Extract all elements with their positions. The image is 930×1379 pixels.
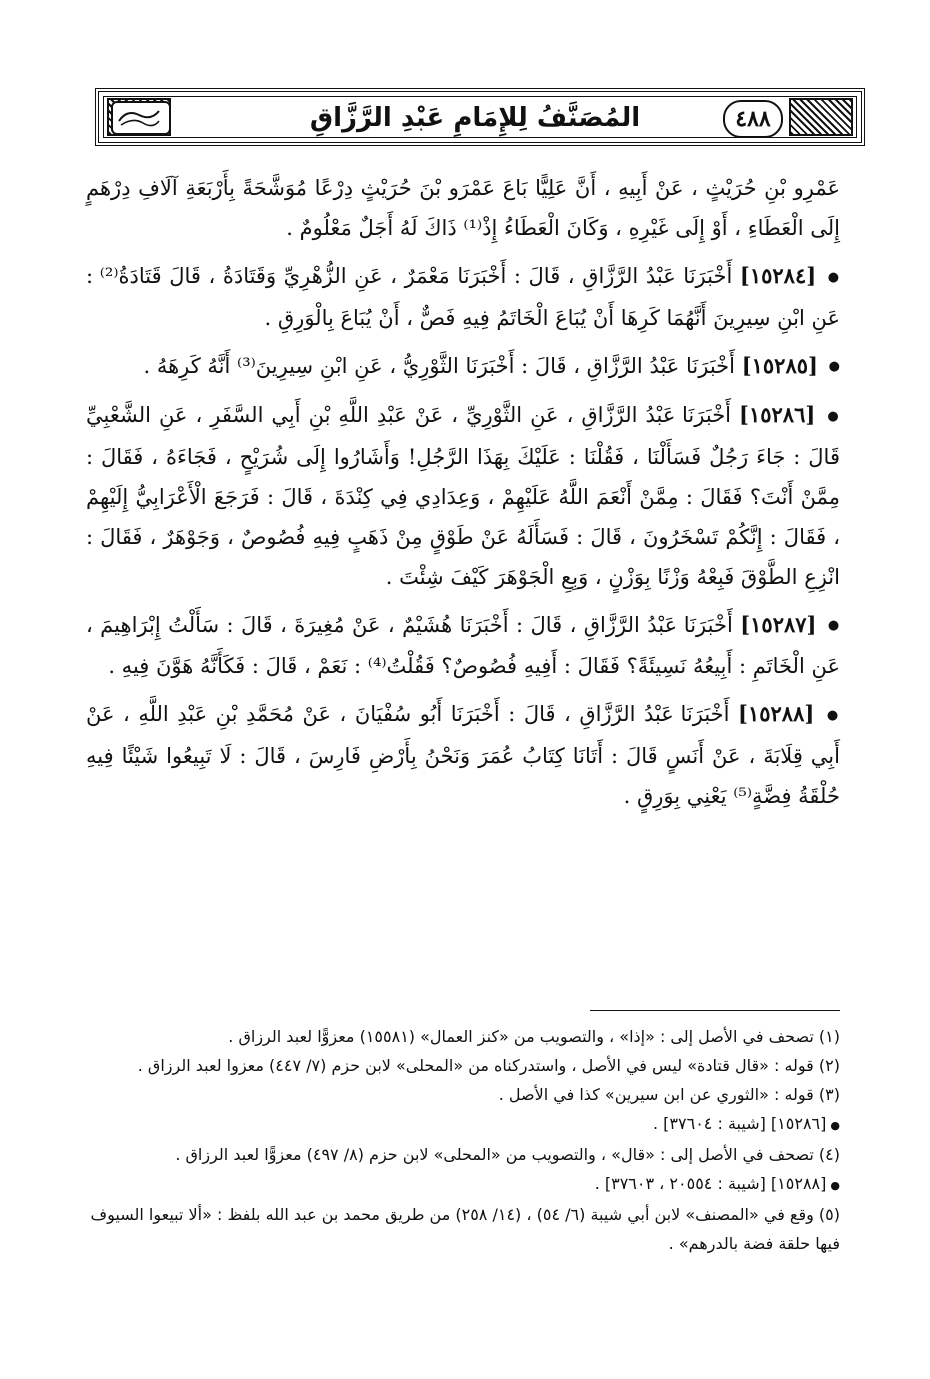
takhrij-note: ● [١٥٢٨٦] [شيبة : ٣٧٦٠٤] . [86, 1109, 840, 1140]
takhrij-note: ● [١٥٢٨٨] [شيبة : ٢٠٥٥٤ ، ٣٧٦٠٣] . [86, 1169, 840, 1200]
hadith-number: [١٥٢٨٤] [739, 263, 817, 288]
footnote: (١) تصحف في الأصل إلى : «إذا» ، والتصويب من «كنز العمال» (١٥٥٨١) معزوًّا لعبد الرزاق . [228, 1027, 840, 1046]
footnote: (٥) وقع في «المصنف» لابن أبي شيبة (٦/ ٥٤) ، (١٤/ ٢٥٨) من طريق محمد بن عبد الله بلفظ : «ألا تبيعوا السيوف فيها حلقة فضة بالدرهم» . [90, 1205, 840, 1253]
hadith-number: [١٥٢٨٥] [741, 352, 818, 378]
seal-icon [111, 101, 171, 135]
hadith-15285 [86, 346, 840, 388]
paragraph-text: عَمْرِو بْنِ حُرَيْثٍ ، عَنْ أَبِيهِ ، أَنَّ عَلِيًّا بَاعَ عَمْرَو بْنَ حُرَيْثٍ دِرْعًا مُوَشَّحَةً بِأَرْبَعَةِ آلَافِ دِرْهَمٍ إِلَى الْعَطَاءِ ، أَوْ إِلَى غَيْرِهِ ، وَكَانَ الْعَطَاءُ إِذْ⁽¹⁾ ذَاكَ لَهُ أَجَلٌ مَعْلُومٌ . [86, 176, 840, 240]
footnote: (٣) قوله : «الثوري عن ابن سيرين» كذا في الأصل . [498, 1085, 840, 1104]
running-header [95, 88, 865, 146]
page-number: ٤٨٨ [723, 100, 783, 138]
hadith-15288 [86, 694, 840, 816]
hadith-15284 [86, 256, 840, 338]
hadith-text: أَخْبَرَنَا عَبْدُ الرَّزَّاقِ ، قَالَ : أَخْبَرَنَا هُشَيْمٌ ، عَنْ مُغِيرَةَ ، قَالَ : سَأَلْتُ إِبْرَاهِيمَ ، عَنِ الْخَاتَمِ : أَبِيعُهُ نَسِيئَةً؟ فَقَالَ : أَفِيهِ فُصُوصٌ؟ فَقُلْتُ⁽⁴⁾ : نَعَمْ ، قَالَ : فَكَأَنَّهُ هَوَّنَ فِيهِ . [86, 612, 840, 678]
footnote: (٢) قوله : «قال قتادة» ليس في الأصل ، واستدركناه من «المحلى» لابن حزم (٧/ ٤٤٧) معزوا لعبد الرزاق . [137, 1056, 840, 1075]
footnote: (٤) تصحف في الأصل إلى : «قال» ، والتصويب من «المحلى» لابن حزم (٨/ ٤٩٧) معزوًّا لعبد الرزاق . [175, 1145, 840, 1164]
main-text [86, 168, 840, 824]
running-title: المُصَنَّفُ لِلإِمَامِ عَبْدِ الرَّزَّاقِ [309, 103, 641, 133]
hadith-text: أَخْبَرَنَا عَبْدُ الرَّزَّاقِ ، قَالَ : أَخْبَرَنَا الثَّوْرِيُّ ، عَنِ ابْنِ سِيرِينَ⁽³⁾ أَنَّهُ كَرِهَهُ . [143, 353, 735, 378]
hadith-15286 [86, 395, 840, 597]
footnotes [86, 1022, 840, 1258]
hadith-text: أَخْبَرَنَا عَبْدُ الرَّزَّاقِ ، قَالَ : أَخْبَرَنَا مَعْمَرٌ ، عَنِ الزُّهْرِيِّ وَقَتَادَةُ ، قَالَ قَتَادَةُ⁽²⁾ : عَنِ ابْنِ سِيرِينَ أَنَّهُمَا كَرِهَا أَنْ يُبَاعَ الْخَاتَمُ فِيهِ فَصٌّ ، أَنْ يُبَاعَ بِالْوَرِقِ . [86, 264, 840, 330]
continuation-paragraph [86, 168, 840, 248]
hadith-15287 [86, 605, 840, 687]
hadith-number: [١٥٢٨٦] [739, 402, 816, 427]
hadith-number: [١٥٢٨٧] [740, 611, 817, 637]
hadith-text: أَخْبَرَنَا عَبْدُ الرَّزَّاقِ ، قَالَ : أَخْبَرَنَا أَبُو سُفْيَانَ ، عَنْ مُحَمَّدِ بْنِ عَبْدِ اللَّهِ ، عَنْ أَبِي قِلَابَةَ ، عَنْ أَنَسٍ قَالَ : أَتَانَا كِتَابُ عُمَرَ وَنَحْنُ بِأَرْضِ فَارِسَ ، قَالَ : لَا تَبِيعُوا شَيْئًا فِيهِ حُلْقَةُ فِضَّةٍ⁽⁵⁾ يَعْنِي بِوَرِقٍ . [86, 702, 840, 808]
hadith-text: أَخْبَرَنَا عَبْدُ الرَّزَّاقِ ، عَنِ الثَّوْرِيِّ ، عَنْ عَبْدِ اللَّهِ بْنِ أَبِي السَّفَرِ ، عَنِ الشَّعْبِيِّ قَالَ : جَاءَ رَجُلٌ فَسَأَلْنَا ، فَقُلْنَا : عَلَيْكَ بِهَذَا الرَّجُلِ! وَأَشَارُوا إِلَى شُرَيْحٍ ، فَجَاءَهُ ، فَقَالَ : مِمَّنْ أَنْتَ؟ فَقَالَ : مِمَّنْ أَنْعَمَ اللَّهُ عَلَيْهِمْ ، وَعِدَادِي فِي كِنْدَةَ ، قَالَ : فَرَجَعَ الْأَعْرَابِيُّ إِلَيْهِمْ ، فَقَالَ : إِنَّكُمْ تَسْخَرُونَ ، قَالَ : فَسَأَلَهُ عَنْ طَوْقٍ مِنْ ذَهَبٍ فِيهِ فُصُوصٌ ، وَجَوْهَرٌ ، فَقَالَ : انْزِعِ الطَّوْقَ فَبِعْهُ وَزْنًا بِوَزْنٍ ، وَبِعِ الْجَوْهَرَ كَيْفَ شِئْتَ . [86, 403, 840, 589]
hadith-number: [١٥٢٨٨] [738, 701, 815, 726]
footnote-divider [590, 1010, 840, 1011]
ornament-right [789, 98, 853, 136]
